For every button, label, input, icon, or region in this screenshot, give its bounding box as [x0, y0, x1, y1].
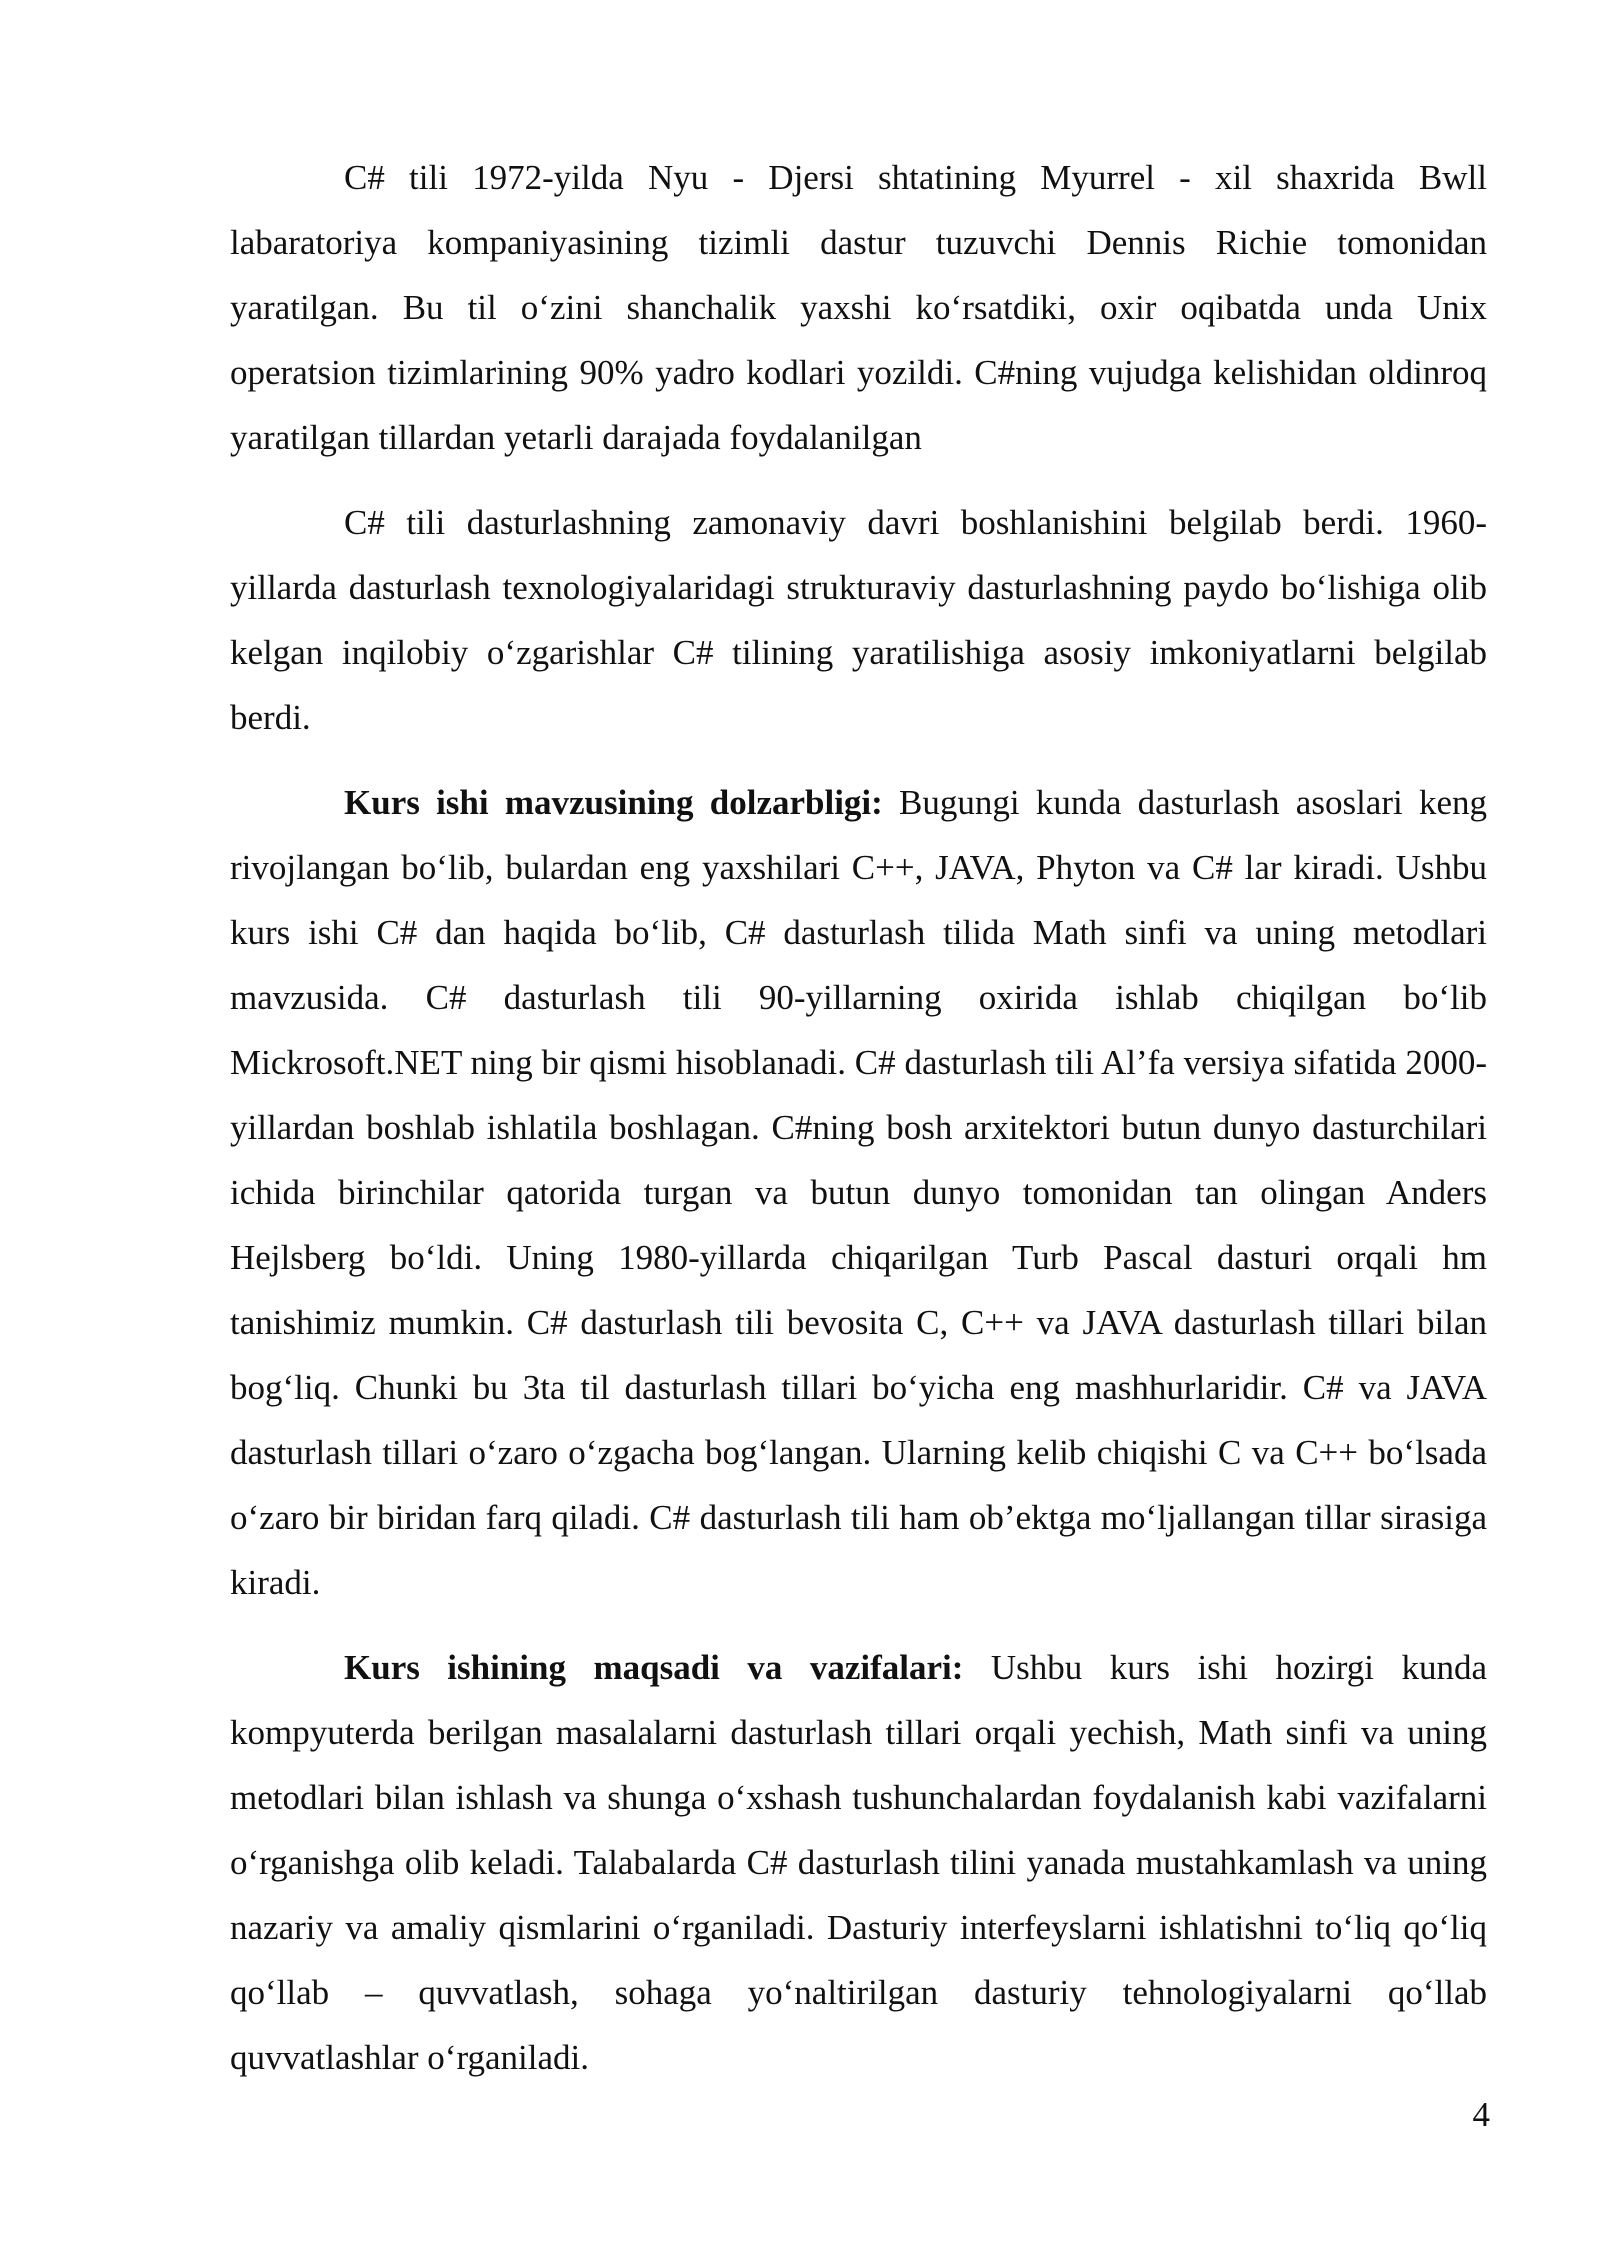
paragraph-relevance-text: Bugungi kunda dasturlash asoslari keng rivojlangan bo‘lib, bulardan eng yaxshilari C++, JAVA, Phyton va C# lar kiradi. Ushbu kurs ishi C# dan haqida bo‘lib, C# dasturlash tilida Math sinfi va uning metodlari mavzusida. C# dasturlash tili 90-yillarning oxirida ishlab chiqilgan bo‘lib Mickrosoft.NET ning bir qismi hisoblanadi. C# dasturlash tili Al’fa versiya sifatida 2000-yillardan boshlab ishlatila boshlagan. C#ning bosh arxitektori butun dunyo dasturchilari ichida birinchilar qatorida turgan va butun dunyo tomonidan tan olingan Anders Hejlsberg bo‘ldi. Uning 1980-yillarda chiqarilgan Turb Pascal dasturi orqali hm tanishimiz mumkin. C# dasturlash tili bevosita C, C++ va JAVA dasturlash tillari bilan bog‘liq. Chunki bu 3ta til dasturlash tillari bo‘yicha eng mashhurlaridir. C# va JAVA dasturlash tillari o‘zaro o‘zgacha bog‘langan. Ularning kelib chiqishi C va C++ bo‘lsada o‘zaro bir biridan farq qiladi. C# dasturlash tili ham ob’ektga mo‘ljallangan tillar sirasiga kiradi. — [230, 783, 1487, 1602]
paragraph-goals-text: Ushbu kurs ishi hozirgi kunda kompyuterda berilgan masalalarni dasturlash tillari orqali yechish, Math sinfi va uning metodlari bilan ishlash va shunga o‘xshash tushunchalardan foydalanish kabi vazifalarni o‘rganishga olib keladi. Talabalarda C# dasturlash tilini yanada mustahkamlash va uning nazariy va amaliy qismlarini o‘rganiladi. Dasturiy interfeyslarni ishlatishni to‘liq qo‘liq qo‘llab – quvvatlash, sohaga yo‘naltirilgan dasturiy tehnologiyalarni qo‘llab quvvatlashlar o‘rganiladi. — [230, 1648, 1487, 2077]
paragraph-goals — [230, 1635, 1487, 2090]
page-number: 4 — [1472, 2095, 1490, 2134]
paragraph-history-text: C# tili 1972-yilda Nyu - Djersi shtatining Myurrel - xil shaxrida Bwll labaratoriya kompaniyasining tizimli dastur tuzuvchi Dennis Richie tomonidan yaratilgan. Bu til o‘zini shanchalik yaxshi ko‘rsatdiki, oxir oqibatda unda Unix operatsion tizimlarining 90% yadro kodlari yozildi. C#ning vujudga kelishidan oldinroq yaratilgan tillardan yetarli darajada foydalanilgan — [230, 158, 1487, 457]
paragraph-goals-heading: Kurs ishining maqsadi va vazifalari: — [344, 1648, 964, 1687]
paragraph-relevance — [230, 770, 1487, 1615]
paragraph-modern-era-text: C# tili dasturlashning zamonaviy davri boshlanishini belgilab berdi. 1960-yillarda dasturlash texnologiyalaridagi strukturaviy dasturlashning paydo bo‘lishiga olib kelgan inqilobiy o‘zgarishlar C# tilining yaratilishiga asosiy imkoniyatlarni belgilab berdi. — [230, 503, 1487, 737]
paragraph-modern-era — [230, 490, 1487, 750]
document-body — [230, 145, 1487, 2110]
paragraph-relevance-heading: Kurs ishi mavzusining dolzarbligi: — [344, 783, 883, 822]
paragraph-history — [230, 145, 1487, 470]
